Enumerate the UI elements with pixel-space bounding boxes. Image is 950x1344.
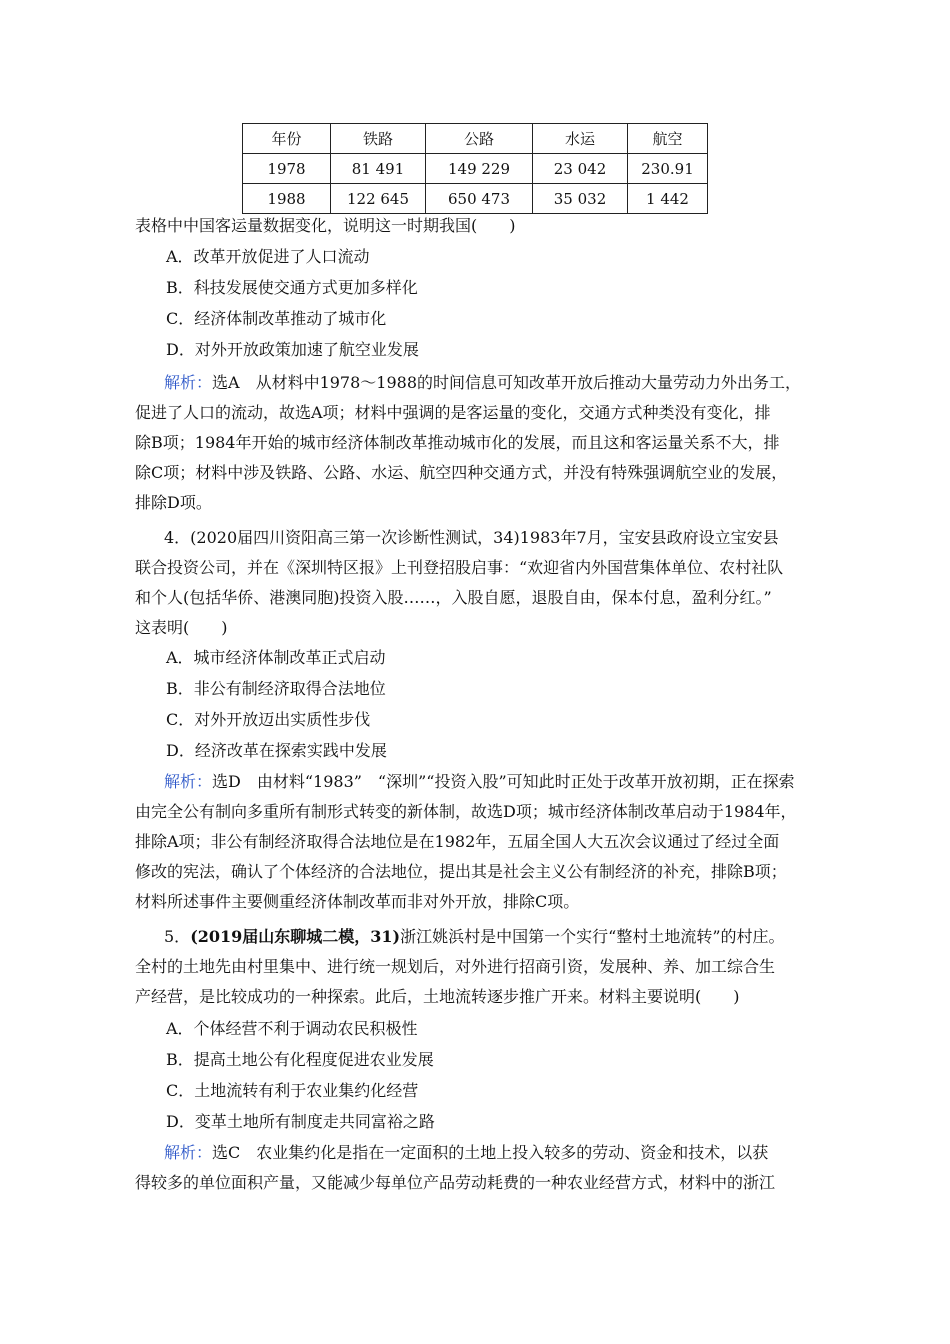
q4-analysis-first-line (164, 771, 795, 793)
table-header-row (243, 124, 708, 154)
table-cell: 122 645 (331, 184, 426, 214)
table-cell: 1978 (243, 154, 331, 184)
q4-option-d: D．经济改革在探索实践中发展 (166, 741, 387, 760)
analysis-label: 解析： (164, 772, 213, 791)
q3-analysis-line: 促进了人口的流动，故选A项；材料中强调的是客运量的变化，交通方式种类没有变化，排 (135, 403, 771, 422)
table-cell: 81 491 (331, 154, 426, 184)
q4-analysis-line: 修改的宪法，确认了个体经济的合法地位，提出其是社会主义公有制经济的补充，排除B项； (135, 862, 787, 881)
q4-analysis-line: 材料所述事件主要侧重经济体制改革而非对外开放，排除C项。 (135, 892, 580, 911)
table-header-cell: 公路 (426, 124, 533, 154)
table-header-cell: 航空 (628, 124, 708, 154)
q5-option-b: B．提高土地公有化程度促进农业发展 (166, 1050, 434, 1069)
q5-analysis-line: 得较多的单位面积产量，又能减少每单位产品劳动耗费的一种农业经营方式，材料中的浙江 (135, 1173, 776, 1192)
question-source: (2019届山东聊城二模，31) (190, 927, 401, 946)
analysis-text: 选A 从材料中1978～1988的时间信息可知改革开放后推动大量劳动力外出务工， (212, 373, 802, 392)
table-header-cell: 水运 (533, 124, 628, 154)
analysis-label: 解析： (164, 1143, 213, 1162)
table-row (243, 184, 708, 214)
question-text: 浙江姚浜村是中国第一个实行“整村土地流转”的村庄。 (400, 927, 785, 946)
q4-option-b: B．非公有制经济取得合法地位 (166, 679, 386, 698)
q4-option-c: C．对外开放迈出实质性步伐 (166, 710, 371, 729)
q3-analysis-line: 除C项；材料中涉及铁路、公路、水运、航空四种交通方式，并没有特殊强调航空业的发展， (135, 463, 788, 482)
table-cell: 230.91 (628, 154, 708, 184)
q4-stem-line: 和个人(包括华侨、港澳同胞)投资入股……，入股自愿，退股自由，保本付息，盈利分红。” (135, 588, 772, 607)
q3-option-c: C．经济体制改革推动了城市化 (166, 309, 387, 328)
q3-analysis-line: 除B项；1984年开始的城市经济体制改革推动城市化的发展，而且这和客运量关系不大，排 (135, 433, 780, 452)
q3-analysis-line: 排除D项。 (135, 493, 212, 512)
q3-option-b: B．科技发展使交通方式更加多样化 (166, 278, 418, 297)
q3-stem: 表格中中国客运量数据变化，说明这一时期我国( ) (135, 216, 516, 235)
q3-analysis-first-line (164, 372, 801, 394)
q5-stem-first-line (164, 926, 785, 948)
table-row (243, 154, 708, 184)
table-cell: 149 229 (426, 154, 533, 184)
q4-stem-line: 4．(2020届四川资阳高三第一次诊断性测试，34)1983年7月，宝安县政府设立宝安县 (164, 528, 779, 547)
table-header-cell: 年份 (243, 124, 331, 154)
q5-stem-line: 产经营，是比较成功的一种探索。此后，土地流转逐步推广开来。材料主要说明( ) (135, 987, 740, 1006)
q5-option-a: A．个体经营不利于调动农民积极性 (166, 1019, 418, 1038)
table-cell: 1 442 (628, 184, 708, 214)
q4-stem-line: 联合投资公司，并在《深圳特区报》上刊登招股启事：“欢迎省内外国营集体单位、农村社队 (135, 558, 784, 577)
q4-stem-line: 这表明( ) (135, 618, 228, 637)
table-cell: 35 032 (533, 184, 628, 214)
table-cell: 23 042 (533, 154, 628, 184)
q3-option-d: D．对外开放政策加速了航空业发展 (166, 340, 419, 359)
analysis-text: 选C 农业集约化是指在一定面积的土地上投入较多的劳动、资金和技术，以获 (212, 1143, 769, 1162)
analysis-label: 解析： (164, 373, 213, 392)
table-cell: 650 473 (426, 184, 533, 214)
question-number: 5． (164, 927, 191, 946)
q4-analysis-line: 由完全公有制向多重所有制形式转变的新体制，故选D项；城市经济体制改革启动于1984年， (135, 802, 797, 821)
table-header-cell: 铁路 (331, 124, 426, 154)
q5-analysis-first-line (164, 1142, 768, 1164)
analysis-text: 选D 由材料“1983” “深圳”“投资入股”可知此时正处于改革开放初期，正在探索 (212, 772, 795, 791)
q3-option-a: A．改革开放促进了人口流动 (166, 247, 370, 266)
q5-option-c: C．土地流转有利于农业集约化经营 (166, 1081, 419, 1100)
q5-stem-line: 全村的土地先由村里集中、进行统一规划后，对外进行招商引资，发展种、养、加工综合生 (135, 957, 776, 976)
table-cell: 1988 (243, 184, 331, 214)
q5-option-d: D．变革土地所有制度走共同富裕之路 (166, 1112, 435, 1131)
q4-option-a: A．城市经济体制改革正式启动 (166, 648, 386, 667)
passenger-volume-table (242, 123, 708, 214)
q4-analysis-line: 排除A项；非公有制经济取得合法地位是在1982年，五届全国人大五次会议通过了经过全面 (135, 832, 780, 851)
